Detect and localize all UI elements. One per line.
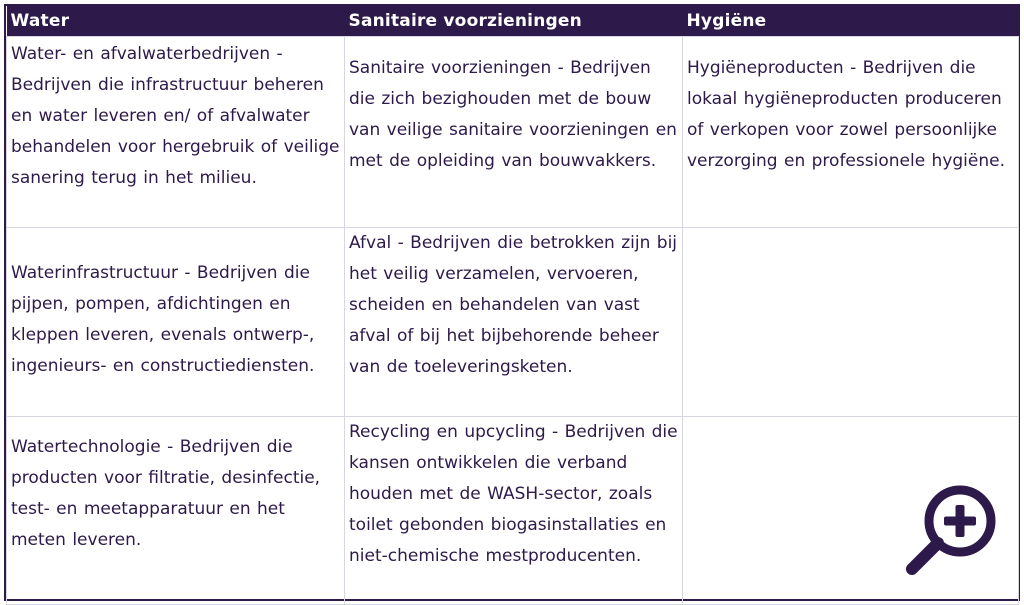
table-cell (7, 417, 345, 605)
table-cell (345, 228, 683, 417)
cell-text: Hygiëneproducten - Bedrijven die lokaal hygiëneproducten produceren of verkopen voor zowel persoonlijke verzorging en professionele hygiëne. (687, 58, 1005, 171)
header-row (7, 6, 1019, 37)
wash-sector-table (4, 4, 1020, 601)
cell-text: Sanitaire voorzieningen - Bedrijven die zich bezighouden met de bouw van veilige sanitaire voorzieningen en met de opleiding van bouwvakkers. (349, 58, 677, 171)
cell-text: Waterinfrastructuur - Bedrijven die pijpen, pompen, afdichtingen en kleppen leveren, evenals ontwerp-, ingenieurs- en constructiediensten. (11, 263, 315, 376)
table-cell (683, 37, 1019, 228)
table-row (7, 417, 1019, 605)
header-sanitaire-voorzieningen: Sanitaire voorzieningen (345, 6, 683, 37)
table-cell (7, 37, 345, 228)
table-row (7, 37, 1019, 228)
sector-table (6, 6, 1019, 605)
header-hygiene: Hygiëne (683, 6, 1019, 37)
cell-text: Recycling en upcycling - Bedrijven die kansen ontwikkelen die verband houden met de WASH-sector, zoals toilet gebonden biogasinstallaties en niet-chemische mestproducenten. (349, 422, 678, 566)
header-water: Water (7, 6, 345, 37)
cell-text: Afval - Bedrijven die betrokken zijn bij het veilig verzamelen, vervoeren, scheiden en behandelen van vast afval of bij het bijbehorende beheer van de toeleveringsketen. (349, 233, 678, 377)
cell-text: Watertechnologie - Bedrijven die producten voor filtratie, desinfectie, test- en meetapparatuur en het meten leveren. (11, 437, 321, 550)
table-cell (7, 228, 345, 417)
zoom-in-icon[interactable] (902, 481, 1002, 581)
cell-text: Water- en afvalwaterbedrijven - Bedrijven die infrastructuur beheren en water leveren en/ of afvalwater behandelen voor hergebruik of veilige sanering terug in het milieu. (11, 44, 340, 188)
table-cell (345, 417, 683, 605)
table-cell (683, 228, 1019, 417)
table-cell (345, 37, 683, 228)
table-row (7, 228, 1019, 417)
